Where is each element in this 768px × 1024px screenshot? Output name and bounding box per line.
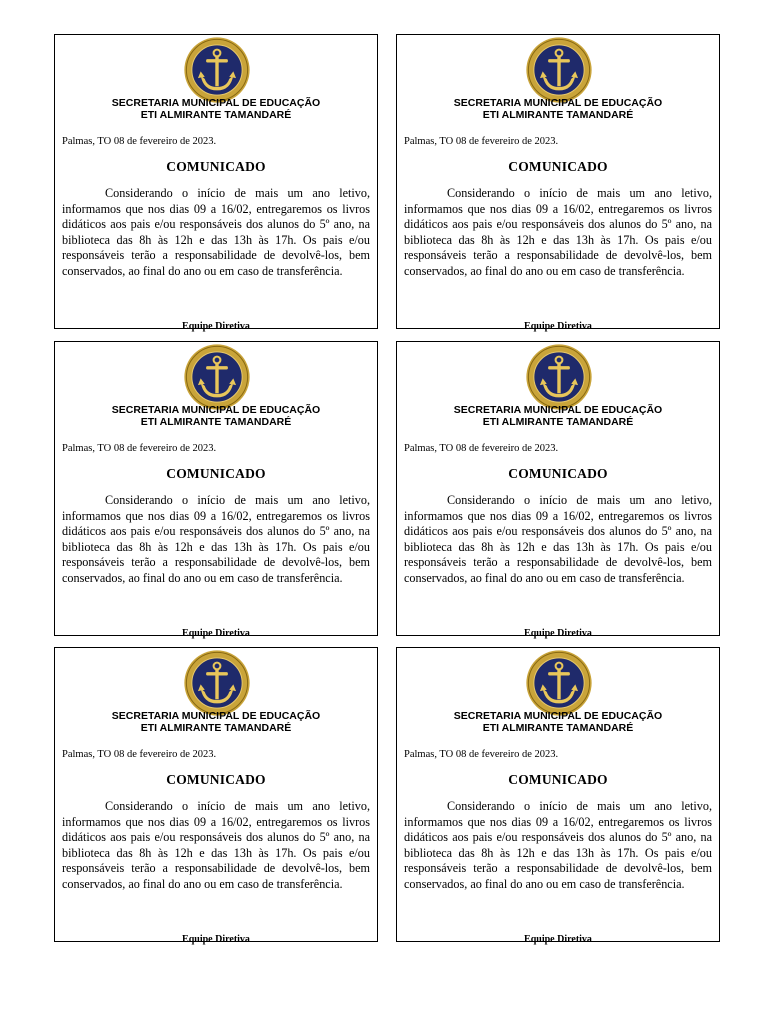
notice-title: COMUNICADO (166, 159, 266, 174)
org-header (397, 710, 719, 734)
notice-card-2 (396, 34, 720, 332)
notice-body: Considerando o início de mais um ano letivo, informamos que nos dias 09 a 16/02, entregaremos os livros didáticos aos pais e/ou responsáveis dos alunos do 5º ano, na biblioteca das 8h às 12h e das 13h às 17h. Os pais e/ou responsáveis terão a responsabilidade de devolvê-los, bem conservados, ao final do ano ou em caso de transferência. (404, 493, 712, 585)
notice-title: COMUNICADO (508, 772, 608, 787)
notice-card-4 (396, 341, 720, 639)
notice-signature: Equipe Diretiva (524, 628, 592, 639)
org-line-2: ETI ALMIRANTE TAMANDARÉ (140, 416, 292, 428)
notice-card-1 (54, 34, 378, 332)
org-line-2: ETI ALMIRANTE TAMANDARÉ (482, 416, 634, 428)
notice-body: Considerando o início de mais um ano letivo, informamos que nos dias 09 a 16/02, entregaremos os livros didáticos aos pais e/ou responsáveis dos alunos do 5º ano, na biblioteca das 8h às 12h e das 13h às 17h. Os pais e/ou responsáveis terão a responsabilidade de devolvê-los, bem conservados, ao final do ano ou em caso de transferência. (62, 493, 370, 585)
org-line-1: SECRETARIA MUNICIPAL DE EDUCAÇÃO (453, 710, 663, 722)
notice-body: Considerando o início de mais um ano letivo, informamos que nos dias 09 a 16/02, entregaremos os livros didáticos aos pais e/ou responsáveis dos alunos do 5º ano, na biblioteca das 8h às 12h e das 13h às 17h. Os pais e/ou responsáveis terão a responsabilidade de devolvê-los, bem conservados, ao final do ano ou em caso de transferência. (62, 799, 370, 891)
notice-signature: Equipe Diretiva (524, 934, 592, 945)
notice-signature: Equipe Diretiva (182, 628, 250, 639)
notice-body: Considerando o início de mais um ano letivo, informamos que nos dias 09 a 16/02, entregaremos os livros didáticos aos pais e/ou responsáveis dos alunos do 5º ano, na biblioteca das 8h às 12h e das 13h às 17h. Os pais e/ou responsáveis terão a responsabilidade de devolvê-los, bem conservados, ao final do ano ou em caso de transferência. (404, 186, 712, 278)
notice-signature: Equipe Diretiva (524, 321, 592, 332)
anchor-emblem-icon (183, 36, 251, 104)
org-line-1: SECRETARIA MUNICIPAL DE EDUCAÇÃO (111, 710, 321, 722)
notice-card-3 (54, 341, 378, 639)
notice-title: COMUNICADO (508, 466, 608, 481)
org-line-1: SECRETARIA MUNICIPAL DE EDUCAÇÃO (111, 97, 321, 109)
org-line-1: SECRETARIA MUNICIPAL DE EDUCAÇÃO (111, 404, 321, 416)
notice-card-5 (54, 647, 378, 945)
org-line-2: ETI ALMIRANTE TAMANDARÉ (482, 722, 634, 734)
anchor-emblem-icon (525, 343, 593, 411)
org-header (55, 710, 377, 734)
anchor-emblem-icon (525, 36, 593, 104)
org-line-2: ETI ALMIRANTE TAMANDARÉ (140, 722, 292, 734)
org-header (397, 97, 719, 121)
org-header (55, 404, 377, 428)
notice-card-6 (396, 647, 720, 945)
org-line-1: SECRETARIA MUNICIPAL DE EDUCAÇÃO (453, 404, 663, 416)
notice-title: COMUNICADO (166, 466, 266, 481)
org-header (55, 97, 377, 121)
org-header (397, 404, 719, 428)
notice-date: Palmas, TO 08 de fevereiro de 2023. (404, 443, 559, 454)
notice-date: Palmas, TO 08 de fevereiro de 2023. (62, 749, 217, 760)
notice-date: Palmas, TO 08 de fevereiro de 2023. (62, 136, 217, 147)
anchor-emblem-icon (183, 343, 251, 411)
notice-date: Palmas, TO 08 de fevereiro de 2023. (404, 136, 559, 147)
anchor-emblem-icon (525, 649, 593, 717)
notice-signature: Equipe Diretiva (182, 934, 250, 945)
notice-signature: Equipe Diretiva (182, 321, 250, 332)
notice-date: Palmas, TO 08 de fevereiro de 2023. (62, 443, 217, 454)
anchor-emblem-icon (183, 649, 251, 717)
notice-title: COMUNICADO (508, 159, 608, 174)
org-line-2: ETI ALMIRANTE TAMANDARÉ (140, 109, 292, 121)
notice-body: Considerando o início de mais um ano letivo, informamos que nos dias 09 a 16/02, entregaremos os livros didáticos aos pais e/ou responsáveis dos alunos do 5º ano, na biblioteca das 8h às 12h e das 13h às 17h. Os pais e/ou responsáveis terão a responsabilidade de devolvê-los, bem conservados, ao final do ano ou em caso de transferência. (404, 799, 712, 891)
org-line-2: ETI ALMIRANTE TAMANDARÉ (482, 109, 634, 121)
notice-body: Considerando o início de mais um ano letivo, informamos que nos dias 09 a 16/02, entregaremos os livros didáticos aos pais e/ou responsáveis dos alunos do 5º ano, na biblioteca das 8h às 12h e das 13h às 17h. Os pais e/ou responsáveis terão a responsabilidade de devolvê-los, bem conservados, ao final do ano ou em caso de transferência. (62, 186, 370, 278)
notice-title: COMUNICADO (166, 772, 266, 787)
notice-date: Palmas, TO 08 de fevereiro de 2023. (404, 749, 559, 760)
org-line-1: SECRETARIA MUNICIPAL DE EDUCAÇÃO (453, 97, 663, 109)
